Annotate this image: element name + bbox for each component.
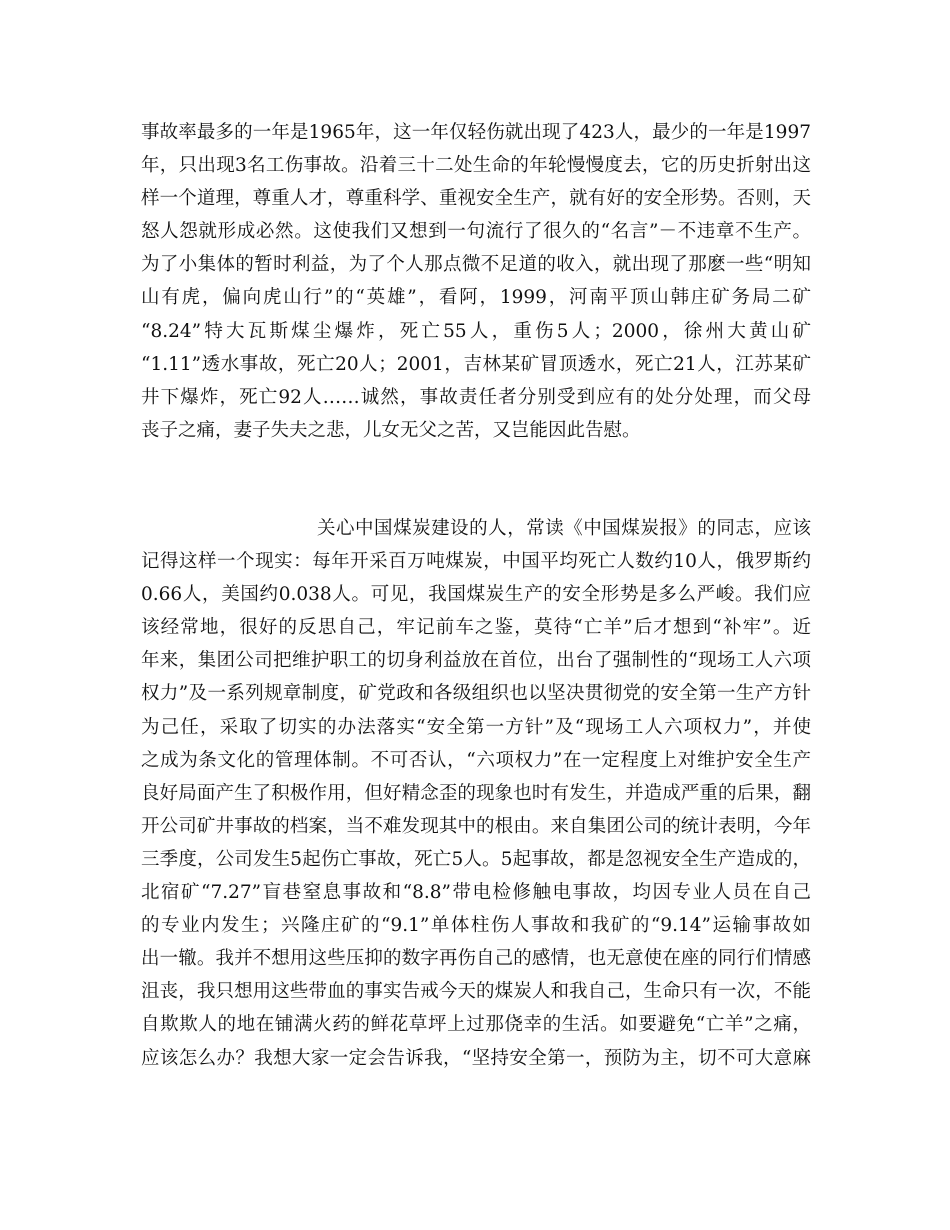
- paragraph-safety-reflection: [141, 512, 811, 1075]
- text-line: 三季度，公司发生5起伤亡事故，死亡5人。5起事故，都是忽视安全生产造成的，: [141, 848, 811, 870]
- text-line: 年来，集团公司把维护职工的切身利益放在首位，出台了强制性的“现场工人六项: [141, 650, 811, 672]
- text-line: 应该怎么办？我想大家一定会告诉我，“坚持安全第一，预防为主，切不可大意麻: [141, 1047, 811, 1069]
- text-line: 自欺欺人的地在铺满火药的鲜花草坪上过那侥幸的生活。如要避免“亡羊”之痛，: [141, 1014, 811, 1036]
- text-line: 事故率最多的一年是1965年，这一年仅轻伤就出现了423人，最少的一年是1997: [141, 122, 811, 143]
- text-line: “8.24”特大瓦斯煤尘爆炸，死亡55人，重伤5人；2000，徐州大黄山矿: [141, 320, 811, 342]
- text-line: 北宿矿“7.27”盲巷窒息事故和“8.8”带电检修触电事故，均因专业人员在自己: [141, 882, 811, 904]
- text-line: 之成为条文化的管理体制。不可否认，“六项权力”在一定程度上对维护安全生产: [141, 749, 811, 771]
- text-line: 井下爆炸，死亡92人‥‥‥诚然，事故责任者分别受到应有的处分处理，而父母: [141, 386, 811, 408]
- text-line: 的专业内发生；兴隆庄矿的“9.1”单体柱伤人事故和我矿的“9.14”运输事故如: [141, 915, 811, 937]
- text-line: 沮丧，我只想用这些带血的事实告戒今天的煤炭人和我自己，生命只有一次，不能: [141, 981, 811, 1003]
- text-line: 丧子之痛，妻子失夫之悲，儿女无父之苦，又岂能因此告慰。: [141, 419, 641, 441]
- text-line: 关心中国煤炭建设的人，常读《中国煤炭报》的同志，应该: [317, 518, 811, 539]
- text-line: 权力”及一系列规章制度，矿党政和各级组织也以坚决贯彻党的安全第一生产方针: [141, 683, 811, 705]
- text-line: 0.66人，美国约0.038人。可见，我国煤炭生产的安全形势是多么严峻。我们应: [141, 584, 811, 606]
- text-line: 良好局面产生了积极作用，但好精念歪的现象也时有发生，并造成严重的后果，翻: [141, 782, 811, 804]
- text-line: 怒人怨就形成必然。这使我们又想到一句流行了很久的“名言”－不违章不生产。: [141, 221, 811, 243]
- text-line: 山有虎，偏向虎山行”的“英雄”，看阿，1999，河南平顶山韩庄矿务局二矿: [141, 287, 811, 309]
- text-line: 出一辙。我并不想用这些压抑的数字再伤自己的感情，也无意使在座的同行们情感: [141, 948, 811, 970]
- text-line: 为己任，采取了切实的办法落实“安全第一方针”及“现场工人六项权力”，并使: [141, 716, 811, 738]
- text-line: 为了小集体的暂时利益，为了个人那点微不足道的收入，就出现了那麽一些“明知: [141, 254, 811, 276]
- text-line: 年，只出现3名工伤事故。沿着三十二处生命的年轮慢慢度去，它的历史折射出这: [141, 155, 811, 177]
- text-line: 开公司矿井事故的档案，当不难发现其中的根由。来自集团公司的统计表明，今年: [141, 815, 811, 837]
- text-line: 该经常地，很好的反思自己，牢记前车之鉴，莫待“亡羊”后才想到“补牢”。近: [141, 617, 811, 639]
- text-line: 样一个道理，尊重人才，尊重科学、重视安全生产，就有好的安全形势。否则，天: [141, 188, 811, 210]
- text-line: “1.11”透水事故，死亡20人；2001，吉林某矿冒顶透水，死亡21人，江苏某矿: [141, 353, 811, 375]
- text-line: 记得这样一个现实：每年开采百万吨煤炭，中国平均死亡人数约10人，俄罗斯约: [141, 551, 811, 573]
- paragraph-accident-history: [141, 116, 811, 447]
